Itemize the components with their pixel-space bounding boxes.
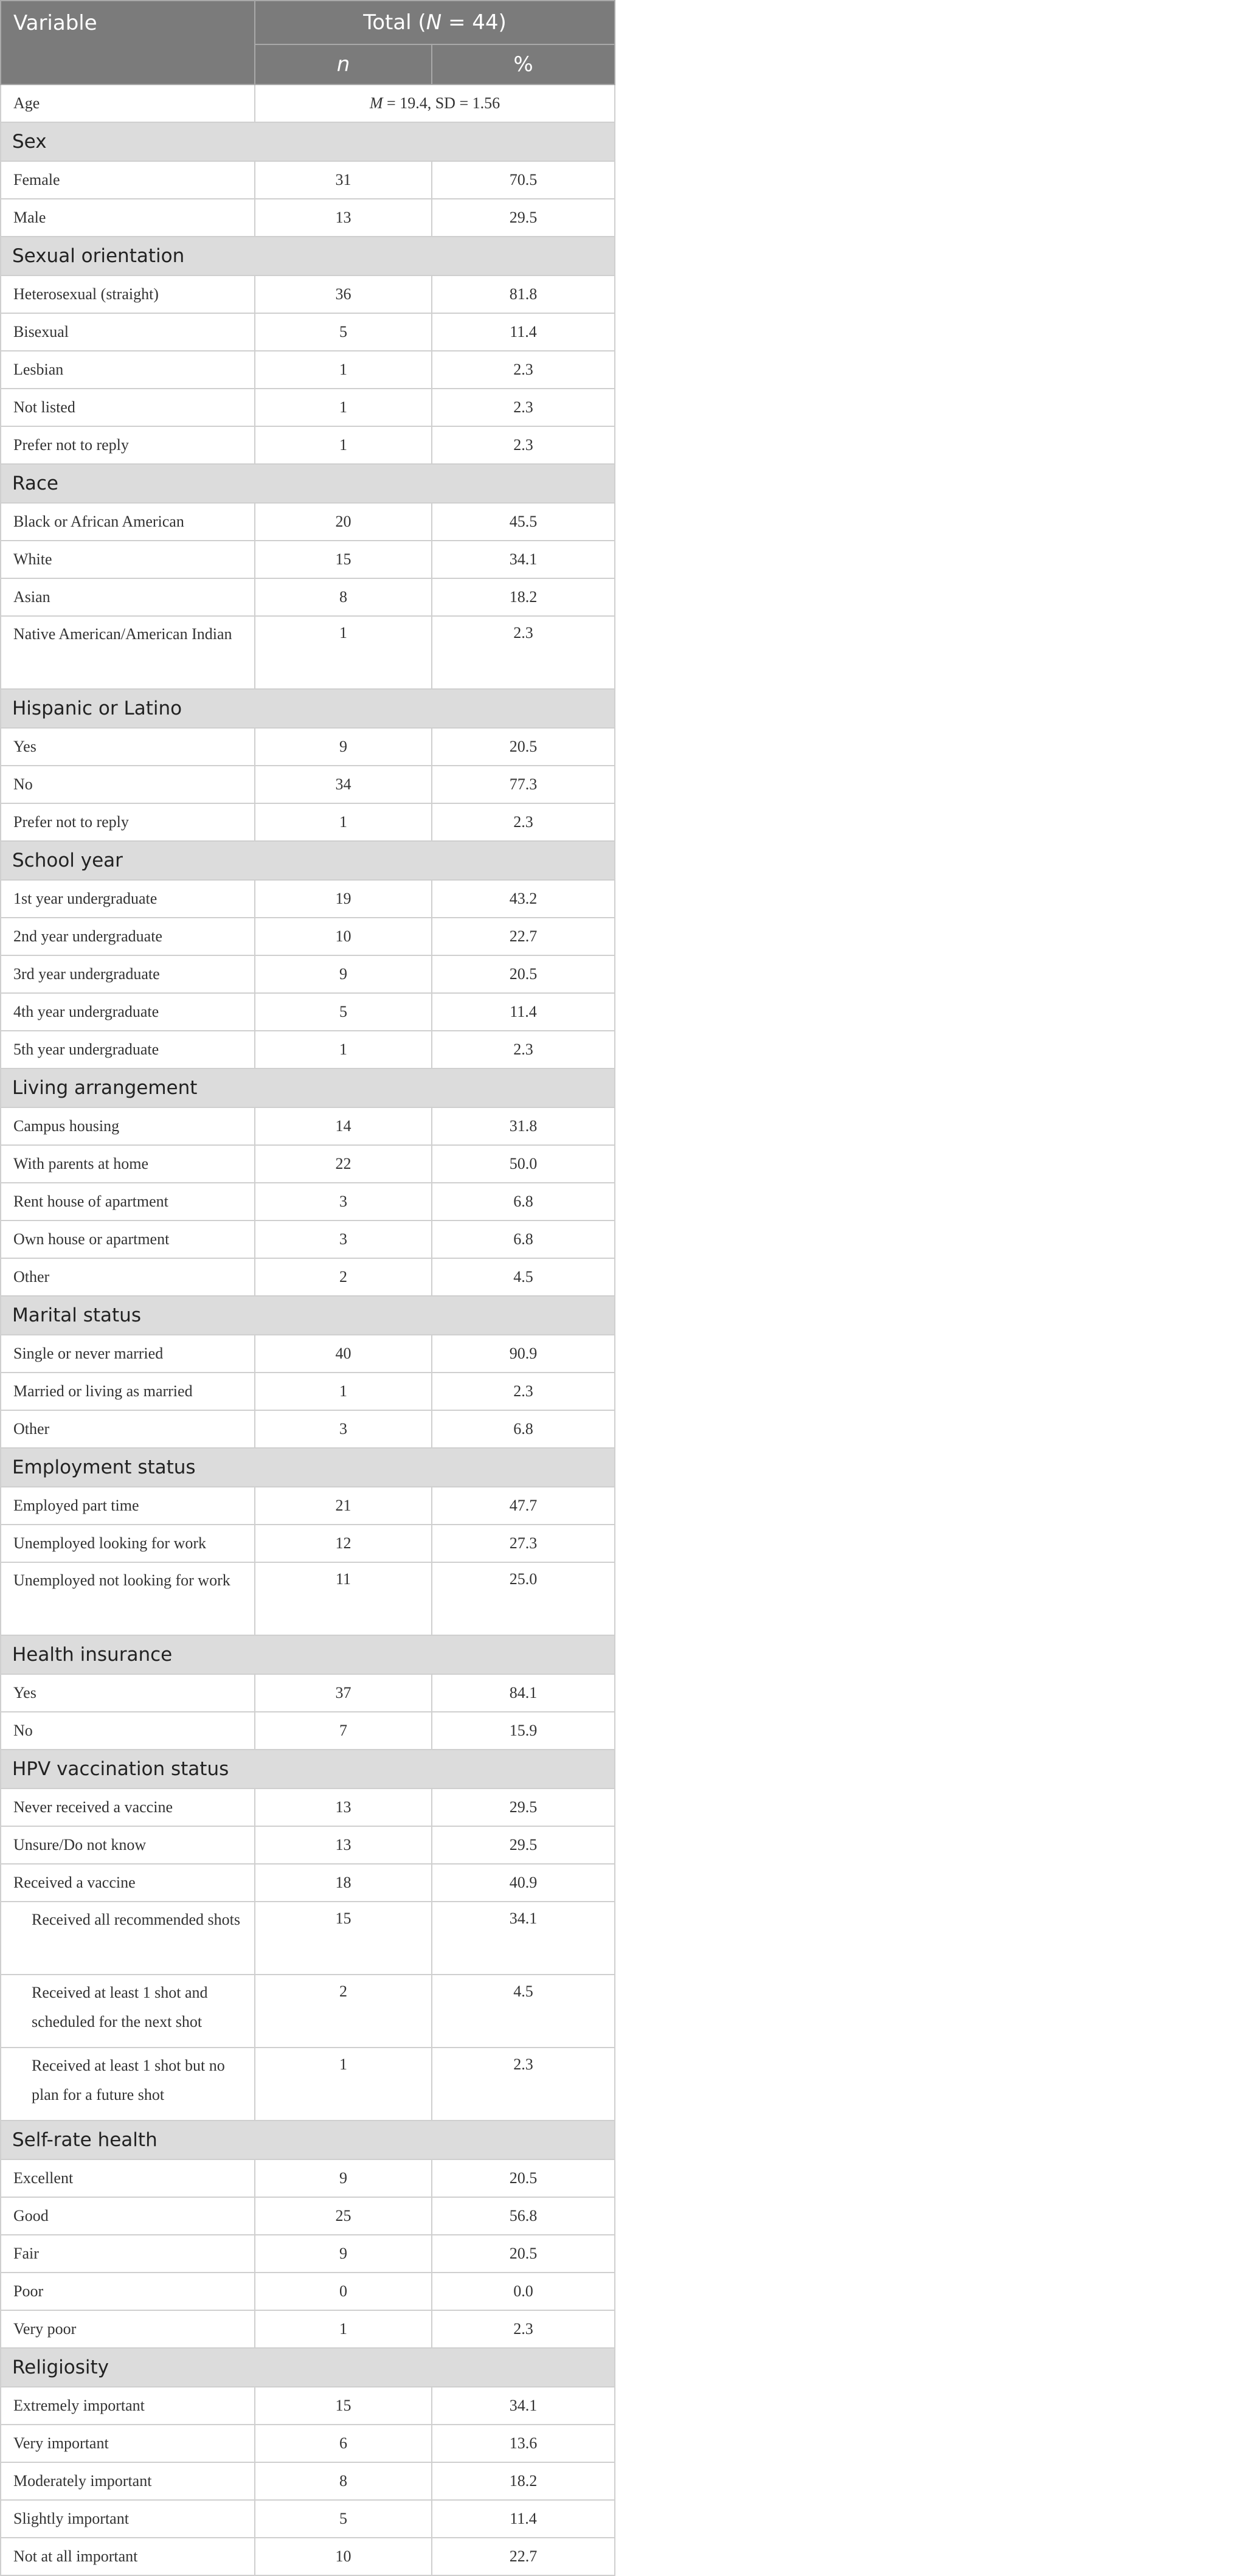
- table-body: [1, 85, 615, 2575]
- row-n-value: 1: [255, 2310, 432, 2348]
- row-label: 1st year undergraduate: [1, 880, 255, 918]
- row-label: Prefer not to reply: [1, 426, 255, 464]
- row-n-value: 8: [255, 2462, 432, 2500]
- row-n-value: 3: [255, 1220, 432, 1258]
- table-row: [1, 1410, 615, 1448]
- row-percent-value: 20.5: [432, 2159, 615, 2197]
- row-n-value: 8: [255, 578, 432, 616]
- table-row: [1, 275, 615, 313]
- row-label: Rent house of apartment: [1, 1183, 255, 1220]
- row-n-value: 5: [255, 313, 432, 351]
- table-row: [1, 1712, 615, 1750]
- table-row: [1, 1674, 615, 1712]
- row-percent-value: 27.3: [432, 1525, 615, 1562]
- table-row: [1, 1373, 615, 1410]
- table-row: [1, 199, 615, 237]
- table-row: [1, 2273, 615, 2310]
- row-n-value: 13: [255, 1788, 432, 1826]
- row-percent-value: 25.0: [432, 1562, 615, 1635]
- row-n-value: 20: [255, 503, 432, 541]
- row-percent-value: 2.3: [432, 1373, 615, 1410]
- section-title: Employment status: [1, 1448, 615, 1487]
- row-label: Extremely important: [1, 2387, 255, 2425]
- section-header-row: [1, 841, 615, 880]
- row-label: Lesbian: [1, 351, 255, 389]
- table-row: [1, 1864, 615, 1902]
- row-percent-value: 56.8: [432, 2197, 615, 2235]
- row-label: No: [1, 1712, 255, 1750]
- section-header-row: [1, 2121, 615, 2159]
- row-n-value: 15: [255, 2387, 432, 2425]
- row-n-value: 12: [255, 1525, 432, 1562]
- row-percent-value: 43.2: [432, 880, 615, 918]
- row-label: No: [1, 766, 255, 803]
- row-label: Not at all important: [1, 2538, 255, 2575]
- row-percent-value: 6.8: [432, 1183, 615, 1220]
- row-percent-value: 22.7: [432, 2538, 615, 2575]
- row-label: Unemployed looking for work: [1, 1525, 255, 1562]
- row-n-value: 0: [255, 2273, 432, 2310]
- table-row: [1, 2159, 615, 2197]
- row-percent-value: 90.9: [432, 1335, 615, 1373]
- row-percent-value: 34.1: [432, 2387, 615, 2425]
- table-row: [1, 2425, 615, 2462]
- row-percent-value: 40.9: [432, 1864, 615, 1902]
- row-label: Bisexual: [1, 313, 255, 351]
- row-label: Prefer not to reply: [1, 803, 255, 841]
- row-n-value: 22: [255, 1145, 432, 1183]
- row-percent-value: 2.3: [432, 389, 615, 426]
- table-row: [1, 426, 615, 464]
- row-percent-value: 70.5: [432, 161, 615, 199]
- row-n-value: 40: [255, 1335, 432, 1373]
- header-total-n: N: [426, 10, 442, 35]
- row-percent-value: 20.5: [432, 955, 615, 993]
- row-n-value: 21: [255, 1487, 432, 1525]
- header-total: [255, 1, 615, 44]
- row-label: Unsure/Do not know: [1, 1826, 255, 1864]
- table-row: [1, 616, 615, 689]
- table-row: [1, 955, 615, 993]
- row-percent-value: 29.5: [432, 1788, 615, 1826]
- row-label: Never received a vaccine: [1, 1788, 255, 1826]
- table-row: [1, 503, 615, 541]
- row-percent-value: 15.9: [432, 1712, 615, 1750]
- row-percent-value: 2.3: [432, 2310, 615, 2348]
- row-percent-value: 0.0: [432, 2273, 615, 2310]
- row-percent-value: 34.1: [432, 1902, 615, 1975]
- row-percent-value: 13.6: [432, 2425, 615, 2462]
- section-header-row: [1, 1448, 615, 1487]
- row-n-value: 15: [255, 541, 432, 578]
- row-label: Single or never married: [1, 1335, 255, 1373]
- table-row: [1, 803, 615, 841]
- row-label: Campus housing: [1, 1107, 255, 1145]
- row-label: Not listed: [1, 389, 255, 426]
- row-percent-value: 2.3: [432, 426, 615, 464]
- row-label: Excellent: [1, 2159, 255, 2197]
- row-percent-value: 6.8: [432, 1220, 615, 1258]
- row-label: Moderately important: [1, 2462, 255, 2500]
- row-n-value: 9: [255, 2159, 432, 2197]
- row-n-value: 9: [255, 728, 432, 766]
- table-row: [1, 578, 615, 616]
- row-n-value: 11: [255, 1562, 432, 1635]
- row-label: Other: [1, 1410, 255, 1448]
- row-percent-value: 4.5: [432, 1258, 615, 1296]
- row-label: Other: [1, 1258, 255, 1296]
- row-percent-value: 11.4: [432, 2500, 615, 2538]
- row-percent-value: 18.2: [432, 2462, 615, 2500]
- row-n-value: 13: [255, 1826, 432, 1864]
- age-value: [255, 85, 615, 122]
- row-n-value: 25: [255, 2197, 432, 2235]
- row-percent-value: 11.4: [432, 313, 615, 351]
- table-row: [1, 1335, 615, 1373]
- row-percent-value: 2.3: [432, 1031, 615, 1068]
- row-n-value: 19: [255, 880, 432, 918]
- row-n-value: 1: [255, 2048, 432, 2121]
- row-label: Slightly important: [1, 2500, 255, 2538]
- row-percent-value: 20.5: [432, 728, 615, 766]
- row-label: Received a vaccine: [1, 1864, 255, 1902]
- table-row: [1, 993, 615, 1031]
- row-label: Heterosexual (straight): [1, 275, 255, 313]
- row-label: Received at least 1 shot but no plan for a future shot: [1, 2048, 255, 2121]
- table-row: [1, 1562, 615, 1635]
- table-row: [1, 161, 615, 199]
- table-row: [1, 2387, 615, 2425]
- table-row: [1, 351, 615, 389]
- row-percent-value: 2.3: [432, 2048, 615, 2121]
- table-row: [1, 1031, 615, 1068]
- section-title: Hispanic or Latino: [1, 689, 615, 728]
- section-header-row: [1, 1635, 615, 1674]
- row-label: Fair: [1, 2235, 255, 2273]
- section-title: HPV vaccination status: [1, 1750, 615, 1788]
- row-label: Very important: [1, 2425, 255, 2462]
- row-percent-value: 29.5: [432, 1826, 615, 1864]
- section-header-row: [1, 1296, 615, 1335]
- row-label: Own house or apartment: [1, 1220, 255, 1258]
- row-label: Asian: [1, 578, 255, 616]
- section-header-row: [1, 122, 615, 161]
- row-n-value: 13: [255, 199, 432, 237]
- table-row: [1, 1145, 615, 1183]
- row-label: Received at least 1 shot and scheduled for the next shot: [1, 1975, 255, 2048]
- row-n-value: 3: [255, 1410, 432, 1448]
- header-variable: Variable: [1, 1, 255, 85]
- row-percent-value: 2.3: [432, 351, 615, 389]
- section-header-row: [1, 2348, 615, 2387]
- row-n-value: 9: [255, 955, 432, 993]
- row-label: Very poor: [1, 2310, 255, 2348]
- row-label: Good: [1, 2197, 255, 2235]
- age-label: Age: [1, 85, 255, 122]
- age-row: [1, 85, 615, 122]
- row-label: Received all recommended shots: [1, 1902, 255, 1975]
- row-n-value: 31: [255, 161, 432, 199]
- row-percent-value: 2.3: [432, 803, 615, 841]
- row-n-value: 1: [255, 426, 432, 464]
- section-header-row: [1, 1068, 615, 1107]
- row-percent-value: 50.0: [432, 1145, 615, 1183]
- table-row: [1, 1525, 615, 1562]
- row-percent-value: 29.5: [432, 199, 615, 237]
- row-n-value: 1: [255, 803, 432, 841]
- table-row: [1, 728, 615, 766]
- section-title: Living arrangement: [1, 1068, 615, 1107]
- row-percent-value: 81.8: [432, 275, 615, 313]
- row-n-value: 9: [255, 2235, 432, 2273]
- table-row: [1, 2310, 615, 2348]
- table-row: [1, 2538, 615, 2575]
- header-total-prefix: Total (: [363, 10, 426, 35]
- row-label: Native American/American Indian: [1, 616, 255, 689]
- row-label: With parents at home: [1, 1145, 255, 1183]
- row-label: Married or living as married: [1, 1373, 255, 1410]
- row-percent-value: 47.7: [432, 1487, 615, 1525]
- section-title: Race: [1, 464, 615, 503]
- row-label: Black or African American: [1, 503, 255, 541]
- row-n-value: 5: [255, 993, 432, 1031]
- table-row: [1, 1788, 615, 1826]
- section-title: Marital status: [1, 1296, 615, 1335]
- table-row: [1, 1975, 615, 2048]
- row-n-value: 14: [255, 1107, 432, 1145]
- row-percent-value: 34.1: [432, 541, 615, 578]
- row-n-value: 1: [255, 1031, 432, 1068]
- row-n-value: 7: [255, 1712, 432, 1750]
- row-percent-value: 22.7: [432, 918, 615, 955]
- table-row: [1, 313, 615, 351]
- row-label: Female: [1, 161, 255, 199]
- row-label: Male: [1, 199, 255, 237]
- table-row: [1, 389, 615, 426]
- row-percent-value: 31.8: [432, 1107, 615, 1145]
- row-label: Employed part time: [1, 1487, 255, 1525]
- row-n-value: 34: [255, 766, 432, 803]
- row-n-value: 1: [255, 351, 432, 389]
- row-n-value: 36: [255, 275, 432, 313]
- table-row: [1, 2197, 615, 2235]
- row-label: White: [1, 541, 255, 578]
- row-label: Poor: [1, 2273, 255, 2310]
- row-percent-value: 84.1: [432, 1674, 615, 1712]
- section-title: Religiosity: [1, 2348, 615, 2387]
- section-header-row: [1, 237, 615, 275]
- row-n-value: 1: [255, 389, 432, 426]
- table-row: [1, 1487, 615, 1525]
- table-row: [1, 880, 615, 918]
- demographics-table: [0, 0, 615, 2576]
- section-title: Sex: [1, 122, 615, 161]
- row-label: Yes: [1, 728, 255, 766]
- table-row: [1, 2235, 615, 2273]
- table-row: [1, 1107, 615, 1145]
- table-row: [1, 766, 615, 803]
- table-row: [1, 1258, 615, 1296]
- row-n-value: 37: [255, 1674, 432, 1712]
- age-mean-sd: = 19.4, SD = 1.56: [383, 94, 500, 112]
- section-title: Sexual orientation: [1, 237, 615, 275]
- row-n-value: 1: [255, 616, 432, 689]
- row-n-value: 10: [255, 918, 432, 955]
- table-row: [1, 918, 615, 955]
- row-n-value: 10: [255, 2538, 432, 2575]
- table-row: [1, 2048, 615, 2121]
- row-percent-value: 45.5: [432, 503, 615, 541]
- row-n-value: 1: [255, 1373, 432, 1410]
- table-row: [1, 2462, 615, 2500]
- row-n-value: 2: [255, 1258, 432, 1296]
- row-n-value: 5: [255, 2500, 432, 2538]
- table-row: [1, 1183, 615, 1220]
- table-row: [1, 541, 615, 578]
- row-n-value: 3: [255, 1183, 432, 1220]
- table-row: [1, 1220, 615, 1258]
- row-percent-value: 20.5: [432, 2235, 615, 2273]
- section-header-row: [1, 1750, 615, 1788]
- row-n-value: 2: [255, 1975, 432, 2048]
- table-row: [1, 1826, 615, 1864]
- row-label: 3rd year undergraduate: [1, 955, 255, 993]
- row-percent-value: 77.3: [432, 766, 615, 803]
- row-label: 5th year undergraduate: [1, 1031, 255, 1068]
- row-label: 4th year undergraduate: [1, 993, 255, 1031]
- section-title: Self-rate health: [1, 2121, 615, 2159]
- row-label: Unemployed not looking for work: [1, 1562, 255, 1635]
- row-n-value: 18: [255, 1864, 432, 1902]
- header-n: n: [255, 44, 432, 85]
- row-label: Yes: [1, 1674, 255, 1712]
- row-n-value: 6: [255, 2425, 432, 2462]
- section-header-row: [1, 464, 615, 503]
- row-percent-value: 4.5: [432, 1975, 615, 2048]
- row-percent-value: 18.2: [432, 578, 615, 616]
- header-percent: %: [432, 44, 615, 85]
- section-header-row: [1, 689, 615, 728]
- row-percent-value: 2.3: [432, 616, 615, 689]
- row-label: 2nd year undergraduate: [1, 918, 255, 955]
- row-n-value: 15: [255, 1902, 432, 1975]
- table-row: [1, 1902, 615, 1975]
- header-total-suffix: = 44): [442, 10, 507, 35]
- row-percent-value: 11.4: [432, 993, 615, 1031]
- table-row: [1, 2500, 615, 2538]
- demographics-table-container: [0, 0, 614, 2576]
- table-header: [1, 1, 615, 85]
- section-title: School year: [1, 841, 615, 880]
- row-percent-value: 6.8: [432, 1410, 615, 1448]
- section-title: Health insurance: [1, 1635, 615, 1674]
- age-mean-symbol: M: [369, 94, 383, 112]
